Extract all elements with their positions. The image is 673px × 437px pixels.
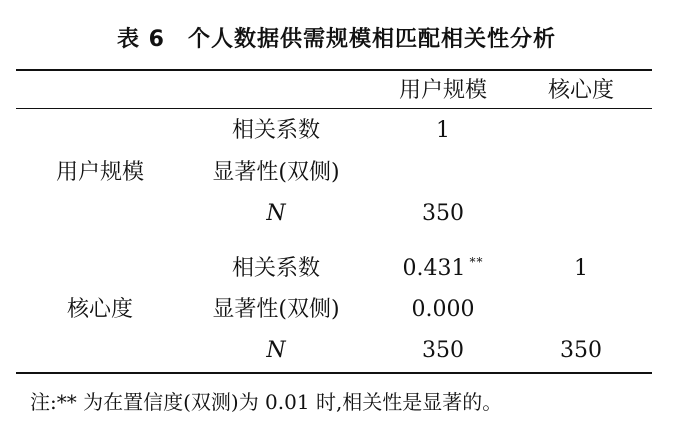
value-cell: 1 — [574, 256, 588, 281]
value-cell: 350 — [422, 338, 464, 363]
stat-label: N — [266, 338, 286, 363]
stat-label: 显著性(双侧) — [212, 160, 340, 185]
table-title: 表 6 个人数据供需规模相匹配相关性分析 — [117, 27, 556, 52]
stat-label: 相关系数 — [231, 256, 321, 281]
stat-label: 显著性(双侧) — [212, 297, 340, 322]
stat-label: N — [266, 201, 286, 226]
col-header-core-degree: 核心度 — [547, 78, 615, 103]
col-header-user-scale: 用户规模 — [398, 78, 488, 103]
row-group-label-user-scale: 用户规模 — [55, 160, 145, 185]
value-cell: 350 — [422, 201, 464, 226]
significance-marker: ** — [469, 255, 484, 269]
value-cell: 0.000 — [411, 297, 475, 322]
row-group-label-core-degree: 核心度 — [66, 297, 134, 322]
value-cell — [403, 256, 484, 284]
value-cell: 1 — [436, 118, 450, 143]
bottom-rule — [16, 372, 652, 374]
table-note: 注:** 为在置信度(双测)为 0.01 时,相关性是显著的。 — [30, 390, 503, 414]
stat-label: 相关系数 — [231, 118, 321, 143]
top-rule — [16, 69, 652, 71]
value-cell: 350 — [560, 338, 602, 363]
header-rule — [16, 108, 652, 109]
correlation-value: 0.431 — [402, 256, 466, 281]
